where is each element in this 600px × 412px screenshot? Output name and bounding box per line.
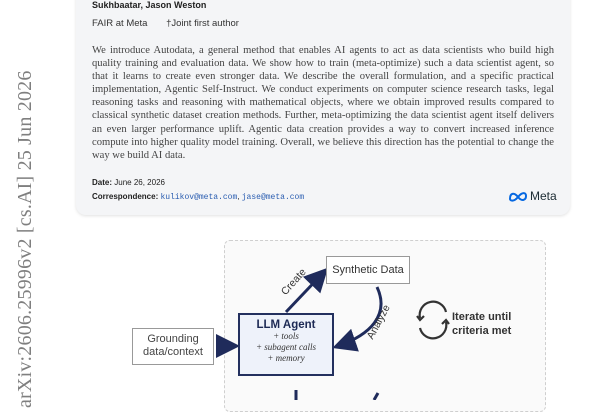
correspondence-label: Correspondence: xyxy=(92,192,159,201)
joint-author-note: †Joint first author xyxy=(166,18,239,29)
iterate-label xyxy=(452,310,511,338)
abstract-text: We introduce Autodata, a general method that enables AI agents to act as data scientists who build high quality training and evaluation data. We show how to train (meta-optimize) such a data scientist agent, so that it learns to create even stronger data. We describe the overall formulation, and a specific practical implementation, Agentic Self-Instruct. We conduct experiments on computer science research tasks, legal reasoning tasks and reasoning with mathematical objects, where we obtain improved results compared to classical synthetic dataset creation methods. Further, meta-optimizing the data scientist agent itself delivers an even larger performance uplift. Agentic data creation provides a way to convert increased inference compute into higher quality model training. Overall, we believe this direction has the potential to change the way we build AI data. xyxy=(92,45,554,161)
agent-title: LLM Agent xyxy=(256,319,316,331)
grounding-node xyxy=(132,328,214,365)
email-link-2[interactable]: jase@meta.com xyxy=(241,193,305,202)
iterate-cycle-icon xyxy=(417,302,449,339)
date-value: June 26, 2026 xyxy=(114,178,165,187)
agent-memory: + memory xyxy=(267,353,305,363)
iterate-line-1: Iterate until xyxy=(452,311,512,323)
affiliation-name: FAIR at Meta xyxy=(92,18,148,29)
grounding-line-2: data/context xyxy=(143,346,203,358)
bottom-arrow-right xyxy=(374,393,378,400)
arxiv-stamp: arXiv:2606.25996v2 [cs.AI] 25 Jun 2026 xyxy=(14,70,36,408)
agent-subagents: + subagent calls xyxy=(255,342,317,352)
iterate-line-2: criteria met xyxy=(452,325,512,337)
meta-logo-text: Meta xyxy=(530,189,557,203)
author-list: Sukhbaatar, Jason Weston xyxy=(92,0,207,10)
grounding-line-1: Grounding xyxy=(147,333,199,345)
email-separator: , xyxy=(237,192,240,201)
date-label: Date: xyxy=(92,178,113,187)
create-label: Create xyxy=(278,266,309,298)
email-link-1[interactable]: kulikov@meta.com xyxy=(160,193,238,202)
synthetic-data-node: Synthetic Data xyxy=(326,256,410,284)
agent-tools: + tools xyxy=(273,331,299,341)
analyze-label: Analyze xyxy=(364,302,393,342)
llm-agent-node xyxy=(238,313,334,376)
